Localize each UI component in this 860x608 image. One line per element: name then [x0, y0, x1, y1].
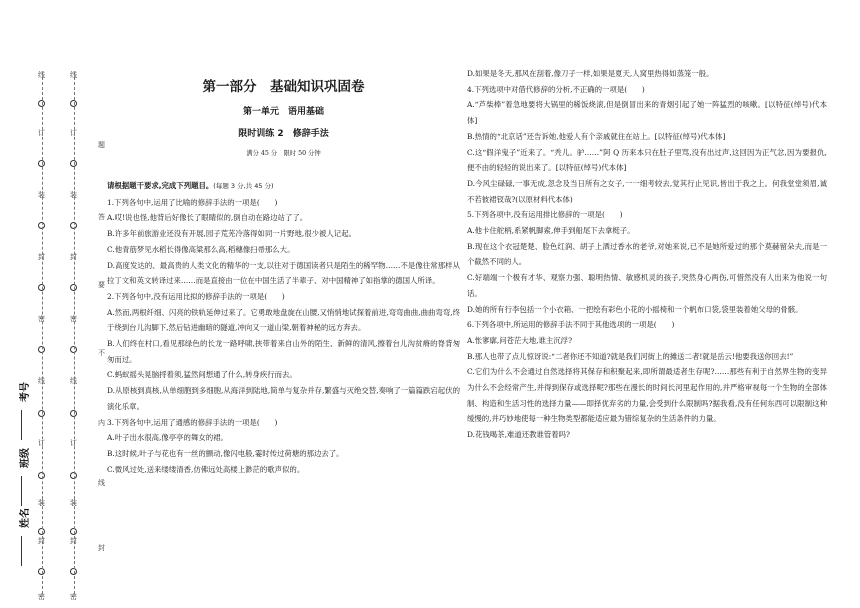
binding-mark-char: 订 — [70, 439, 77, 447]
exam-number-line — [21, 410, 22, 440]
instruction — [107, 178, 460, 195]
question-line: 6.下列各项中,所运用的修辞手法不同于其他选项的一项是( ) — [467, 320, 675, 330]
question-line: C.它们为什么不会通过自然选择将其保存和积聚起来,即所谓最适者生存呢?……那些有利于自然界生物的变异为什么不会经常产生,并得到保存或选择呢?那些在漫长的时间长河里起作用的,并严格审视每一个生物的全部体制、构造和生活习性的选择力量——即择优弃劣的力量,会受到什么限制吗?据我看,没有任何东西可以限制这种缓慢的,并巧妙地使每一种生物类型都能适应最为错综复杂的生活条件的力量。 — [467, 367, 827, 424]
exam-number-label: 考号 — [20, 382, 31, 402]
question-line: 2.下列各句中,没有运用比拟的修辞手法的一项是( ) — [107, 291, 285, 301]
right-column — [467, 66, 827, 443]
question-line: D.高度发达的、最高贵的人类文化的精华的一支,以往对于德国读者只是陌生的稀罕物……不是像往常那样从拉丁文和英文转译过来……而是直接由一位在中国生活了半辈子、对中国精神了如指掌的德国人所译。 — [107, 260, 460, 286]
instruction-note: (每题 3 分,共 45 分) — [213, 182, 274, 190]
binding-warning-char: 不 — [98, 349, 105, 357]
question-line: A.“芦柴棒”着急地要将大锅里的稀饭烧滚,但是倒冒出来的青烟引起了她一阵猛烈的咳嗽。[以特征(绰号)代本体] — [467, 100, 827, 126]
binding-mark-char: 装 — [70, 499, 77, 507]
question-line: B.许多年前旅游业还没有开展,园子荒芜冷落得如同一片野地,很少被人记起。 — [107, 229, 356, 239]
question-line: A.然而,两根纤细、闪亮的铁轨延伸过来了。它勇敢地盘旋在山腰,又悄悄地试探着前进,弯弯曲曲,曲曲弯弯,终于绕到台儿沟脚下,然后钻进幽暗的隧道,冲向又一道山梁,朝着神秘的远方奔去。 — [107, 307, 460, 333]
binding-mark-char: 订 — [38, 129, 45, 137]
question-line: 5.下列各项中,没有运用排比修辞的一项是( ) — [467, 210, 623, 220]
left-column — [107, 178, 460, 477]
right-question-list — [467, 66, 827, 443]
binding-mark-char: 装 — [70, 191, 77, 199]
binding-warning-char: 内 — [98, 419, 105, 427]
binding-warning-char: 答 — [98, 213, 105, 221]
binding-mark-char: 线 — [70, 377, 77, 385]
question-line: 3.下列各句中,运用了通感的修辞手法的一项是( ) — [107, 417, 278, 427]
binding-mark-char: 密 — [70, 593, 77, 601]
binding-mark-char: 封 — [38, 537, 45, 545]
binding-warning-char: 封 — [98, 544, 105, 552]
name-line — [21, 536, 22, 566]
binding-mark-char: 密 — [38, 315, 45, 323]
score-time-info: 满分 45 分 限时 50 分钟 — [246, 150, 321, 157]
unit-title: 第一单元 语用基础 — [242, 107, 324, 117]
question-line: D.如果是冬天,那风在刮着,像刀子一样,如果是夏天,人窝里热得如蒸笼一般。 — [467, 69, 714, 78]
question-line: C.他青筋梦见水稻长得像高粱那么高,稻穗像扫帚那么大。 — [107, 244, 295, 254]
binding-dashed-line — [42, 72, 43, 594]
binding-mark-char: 密 — [70, 315, 77, 323]
class-label: 班级 — [20, 448, 31, 468]
question-line: C.好端端一个极有才华、观察力强、聪明热情、敏感机灵的孩子,突然身心两伤,可惜然没有人出来为他说一句话。 — [467, 273, 827, 298]
binding-warning-char: 题 — [98, 141, 105, 149]
instruction-text: 请根据题干要求,完成下列题目。 — [107, 181, 214, 190]
binding-dashed-line — [74, 72, 75, 594]
question-line: A.叶子出水很高,像亭亭的舞女的裙。 — [107, 433, 228, 443]
question-line: A.怅寥廓,问苍茫大地,谁主沉浮? — [467, 335, 573, 345]
question-line: B.人们终在村口,看见那绿色的长龙一路呼啸,挟带着来自山外的陌生、新鲜的清风,擦着台儿沟贫瘠的脊背匆匆而过。 — [107, 339, 460, 364]
binding-warning-char: 线 — [98, 479, 105, 487]
question-line: 4.下列选项中对借代修辞的分析,不正确的一项是( ) — [467, 84, 645, 94]
class-line — [21, 476, 22, 506]
question-line: C.这“假洋鬼子”近来了。“秃儿。驴……”阿 Q 历来本只在肚子里骂,没有出过声,这回因为正气忿,因为要报仇,便不由的轻轻的说出来了。[以特征(绰号)代本体] — [467, 147, 827, 173]
binding-mark-char: 装 — [38, 191, 45, 199]
drill-title: 限时训练 2 修辞手法 — [238, 129, 329, 139]
binding-mark-char: 订 — [38, 439, 45, 447]
question-line: 1.下列各句中,运用了比喻的修辞手法的一项是( ) — [107, 197, 278, 207]
binding-warning-char: 要 — [98, 281, 105, 289]
question-line: B.热情的“北京话”还告诉她,他爱人有个亲戚就住在站上。[以特征(绰号)代本体] — [467, 131, 726, 141]
question-line: D.她的所有行李包括一个小衣箱、一把绘有彩色小花的小摇椅和一个帆布口袋,袋里装着她父母的骨骸。 — [467, 304, 803, 314]
question-line: C.微风过处,送来缕缕清香,仿佛远处高楼上渺茫的歌声似的。 — [107, 464, 305, 474]
binding-mark-char: 封 — [70, 537, 77, 545]
question-line: D.从原核到真核,从单细胞到多细胞,从海洋到陆地,简单与复杂并存,繁盛与灭绝交替,奏响了一篇篇跌宕起伏的演化乐章。 — [107, 386, 460, 411]
question-line: A.哎!说也怪,他背后好像长了眼睛似的,倒自动在路边站了了。 — [107, 213, 308, 223]
question-line: D.今风尘碌碌,一事无成,忽念及当日所有之女子,一一细考较去,觉其行止见识,皆出于我之上。何我堂堂须眉,诚不若彼裙钗哉?(以原材料代本体) — [467, 178, 827, 204]
question-line: B.这时候,叶子与花也有一丝的颤动,像闪电般,霎时传过荷塘的那边去了。 — [107, 448, 344, 458]
binding-mark-char: 封 — [70, 253, 77, 261]
question-line: B.那人也带了点儿惊讶说:“二者你还不知道?就是我们河街上的摊送二者!就是岳云!他要我送你回去!” — [467, 351, 794, 361]
question-line: C.蚂蚁摇头晃脑捋着须,猛然间想通了什么,转身疾行而去。 — [107, 370, 297, 380]
binding-mark-char: 密 — [38, 593, 45, 601]
left-question-list — [107, 195, 460, 478]
name-label: 姓名 — [20, 508, 31, 528]
binding-mark-char: 线 — [38, 71, 45, 79]
question-line: D.花钱喝茶,难道还教谁管着吗? — [467, 430, 571, 440]
binding-mark-char: 装 — [38, 499, 45, 507]
question-line: A.他卡住舵柄,系紧帆脚索,伸手到船尾下去拿梃子。 — [467, 226, 635, 236]
binding-margin — [0, 0, 105, 608]
question-line: B.现在这个衣冠楚楚、脸色红润、胡子上洒过香水的老爷,对她来说,已不是她所爱过的那个莫赫留朵夫,而是一个截然不同的人。 — [467, 241, 827, 267]
binding-mark-char: 订 — [70, 129, 77, 137]
binding-mark-char: 线 — [70, 71, 77, 79]
binding-mark-char: 封 — [38, 253, 45, 261]
part-title: 第一部分 基础知识巩固卷 — [202, 79, 365, 95]
binding-mark-char: 线 — [38, 377, 45, 385]
